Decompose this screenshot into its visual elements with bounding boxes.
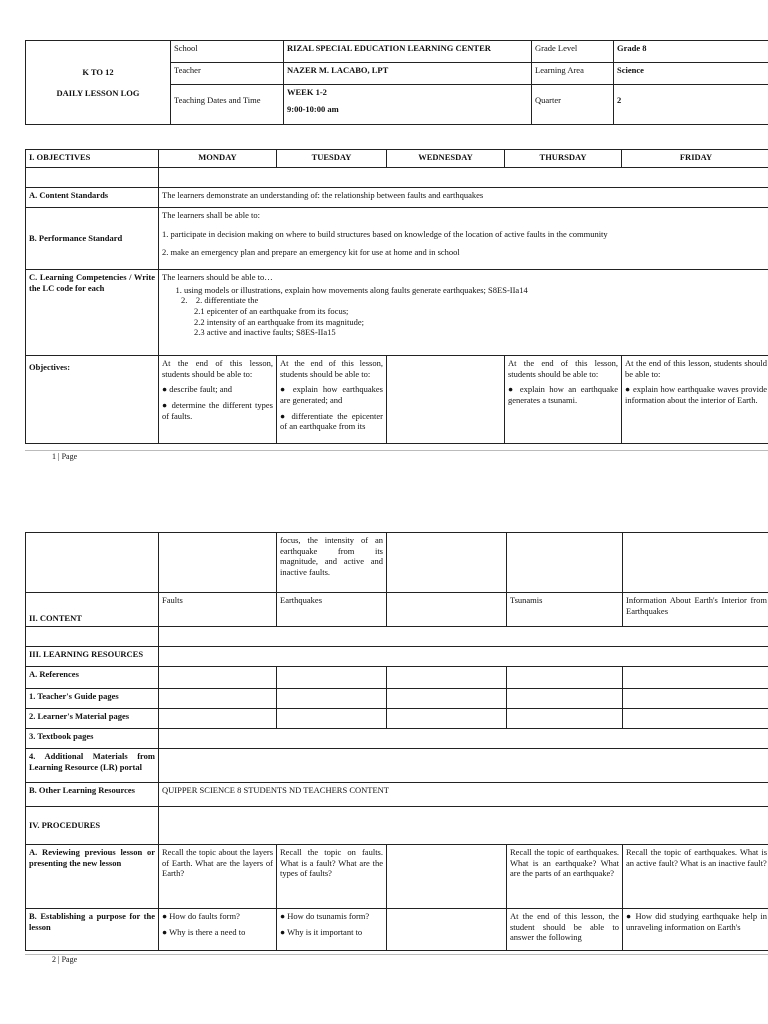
lc-item: 1. using models or illustrations, explain how movements along faults generate earthquakes; S8ES-IIa14 [184,285,767,296]
competencies-cell [26,270,159,356]
objectives-label: Objectives: [29,362,71,372]
blank-cell [387,667,507,689]
day-friday: FRIDAY [622,150,768,168]
objectives-wednesday [387,356,505,444]
objectives-heading: I. OBJECTIVES [26,150,159,168]
additional-materials-label: 4. Additional Materials from Learning Resource (LR) portal [26,749,159,783]
quarter-label [532,85,614,125]
purpose-tuesday [277,909,387,951]
references-label: A. References [26,667,159,689]
lc-sub2: 2.2 intensity of an earthquake from its magnitude; [194,316,364,327]
blank-cell [387,709,507,729]
content-label-cell [26,593,159,627]
blank-cell [623,689,768,709]
obj-item: ● describe fault; and [162,384,233,395]
day-tuesday: TUESDAY [277,150,387,168]
obj-intro: At the end of this lesson, students should be able to: [625,358,767,379]
review-label: A. Reviewing previous lesson or presenting the new lesson [26,845,159,909]
dates-label [171,85,284,125]
purpose-item: ● How do tsunamis form? [280,911,370,921]
blank-cell [159,749,768,783]
competencies-label: C. Learning Competencies / Write the LC code for each [29,272,155,293]
objectives-monday [159,356,277,444]
purpose-thursday: At the end of this lesson, the student should be able to answer the following [507,909,623,951]
teacher-value: NAZER M. LACABO, LPT [284,63,532,85]
content-thursday: Tsunamis [507,593,623,627]
day-wednesday: WEDNESDAY [387,150,505,168]
perf-line: 2. make an emergency plan and prepare an emergency kit for use at home and in school [162,247,460,258]
blank-cell [507,689,623,709]
blank-cell [623,709,768,729]
content-tuesday: Earthquakes [277,593,387,627]
title-line2: DAILY LESSON LOG [56,87,140,98]
footer-divider [25,450,768,451]
purpose-friday: ● How did studying earthquake help in unraveling information on Earth's [623,909,768,951]
obj-item: ● differentiate the epicenter of an earthquake from its [280,410,383,432]
quarter-value-text: 2 [617,95,622,105]
blank-cell [387,845,507,909]
blank-cell [159,729,768,749]
textbook-label: 3. Textbook pages [26,729,159,749]
blank-cell [159,667,277,689]
blank-cell [159,627,768,647]
tuesday-continued: focus, the intensity of an earthquake from its magnitude, and active and inactive faults. [277,533,387,593]
content-standards-text: The learners demonstrate an understanding of: the relationship between faults and earthquakes [159,188,768,208]
blank-cell [277,709,387,729]
lc-sub1: 2.1 epicenter of an earthquake from its focus; [194,305,349,316]
school-label: School [171,41,284,63]
purpose-monday [159,909,277,951]
grade-value: Grade 8 [614,41,768,63]
blank-cell [26,168,159,188]
blank-cell [159,647,768,667]
lesson-log-title [26,41,171,125]
blank-cell [277,667,387,689]
area-label: Learning Area [532,63,614,85]
perf-line: The learners shall be able to: [162,210,260,220]
blank-cell [159,807,768,845]
lc-list [162,285,767,296]
day-monday: MONDAY [159,150,277,168]
blank-cell [387,689,507,709]
area-value: Science [614,63,768,85]
purpose-item: ● Why is it important to [280,926,363,937]
dates-week: WEEK 1-2 [287,87,327,97]
lc-sub3: 2.3 active and inactive faults; S8ES-IIa15 [194,327,336,338]
dates-label-text: Teaching Dates and Time [174,95,261,105]
learners-material-label: 2. Learner's Material pages [26,709,159,729]
review-friday: Recall the topic of earthquakes. What is an active fault? What is an inactive fault? [623,845,768,909]
blank-cell [623,533,768,593]
blank-cell [26,627,159,647]
resources-heading: III. LEARNING RESOURCES [26,647,159,667]
other-resources-text: QUIPPER SCIENCE 8 STUDENTS ND TEACHERS CONTENT [159,783,768,807]
obj-item: ● explain how an earthquake generates a tsunami. [508,384,618,405]
school-value: RIZAL SPECIAL EDUCATION LEARNING CENTER [284,41,532,63]
competencies-text [159,270,768,356]
obj-item: ● explain how earthquakes are generated; and [280,384,383,405]
blank-cell [159,168,768,188]
lc-item2-text: 2. differentiate the [195,295,259,306]
lc-item2: 2. 2. differentiate the [181,295,259,306]
grade-label: Grade Level [532,41,614,63]
purpose-item: ● How do faults form? [162,911,240,921]
procedures-heading: IV. PROCEDURES [26,807,159,845]
page-footer-1: 1 | Page [52,452,78,461]
blank-cell [507,667,623,689]
blank-cell [26,533,159,593]
day-thursday: THURSDAY [505,150,622,168]
review-thursday: Recall the topic of earthquakes. What is an earthquake? What are the parts of an earthquake? [507,845,623,909]
content-friday: Information About Earth's Interior from Earthquakes [623,593,768,627]
purpose-label: B. Establishing a purpose for the lesson [26,909,159,951]
other-resources-label: B. Other Learning Resources [26,783,159,807]
quarter-value [614,85,768,125]
content-standards-label: A. Content Standards [26,188,159,208]
blank-cell [507,533,623,593]
blank-cell [623,667,768,689]
teacher-label: Teacher [171,63,284,85]
objectives-table [25,149,768,444]
blank-cell [277,689,387,709]
review-monday: Recall the topic about the layers of Earth. What are the layers of Earth? [159,845,277,909]
teachers-guide-label: 1. Teacher's Guide pages [26,689,159,709]
blank-cell [159,533,277,593]
obj-intro: At the end of this lesson, students should be able to: [508,358,618,379]
title-line1: K TO 12 [82,66,114,77]
blank-cell [387,909,507,951]
quarter-label-text: Quarter [535,95,561,105]
blank-cell [159,689,277,709]
objectives-friday [622,356,768,444]
objectives-label-cell [26,356,159,444]
objectives-tuesday [277,356,387,444]
obj-item: ● explain how earthquake waves provide information about the interior of Earth. [625,384,767,405]
dates-time: 9:00-10:00 am [287,103,339,114]
dates-value [284,85,532,125]
blank-cell [507,709,623,729]
performance-standard-label: B. Performance Standard [26,208,159,270]
lc-intro: The learners should be able to… [162,272,273,282]
obj-item: ● determine the different types of faults. [162,399,273,421]
purpose-item: ● Why is there a need to [162,926,246,937]
blank-cell [387,593,507,627]
content-label: II. CONTENT [29,613,82,623]
content-table [25,532,768,951]
perf-line: 1. participate in decision making on where to build structures based on knowledge of the location of active faults in the community [162,228,608,239]
review-tuesday: Recall the topic on faults. What is a fault? What are the types of faults? [277,845,387,909]
objectives-thursday [505,356,622,444]
blank-cell [387,533,507,593]
header-table [25,40,768,125]
footer-divider [25,954,768,955]
performance-standard-text [159,208,768,270]
content-monday: Faults [159,593,277,627]
blank-cell [159,709,277,729]
page-footer-2: 2 | Page [52,955,78,964]
obj-intro: At the end of this lesson, students should be able to: [280,358,383,379]
obj-intro: At the end of this lesson, students should be able to: [162,358,273,379]
